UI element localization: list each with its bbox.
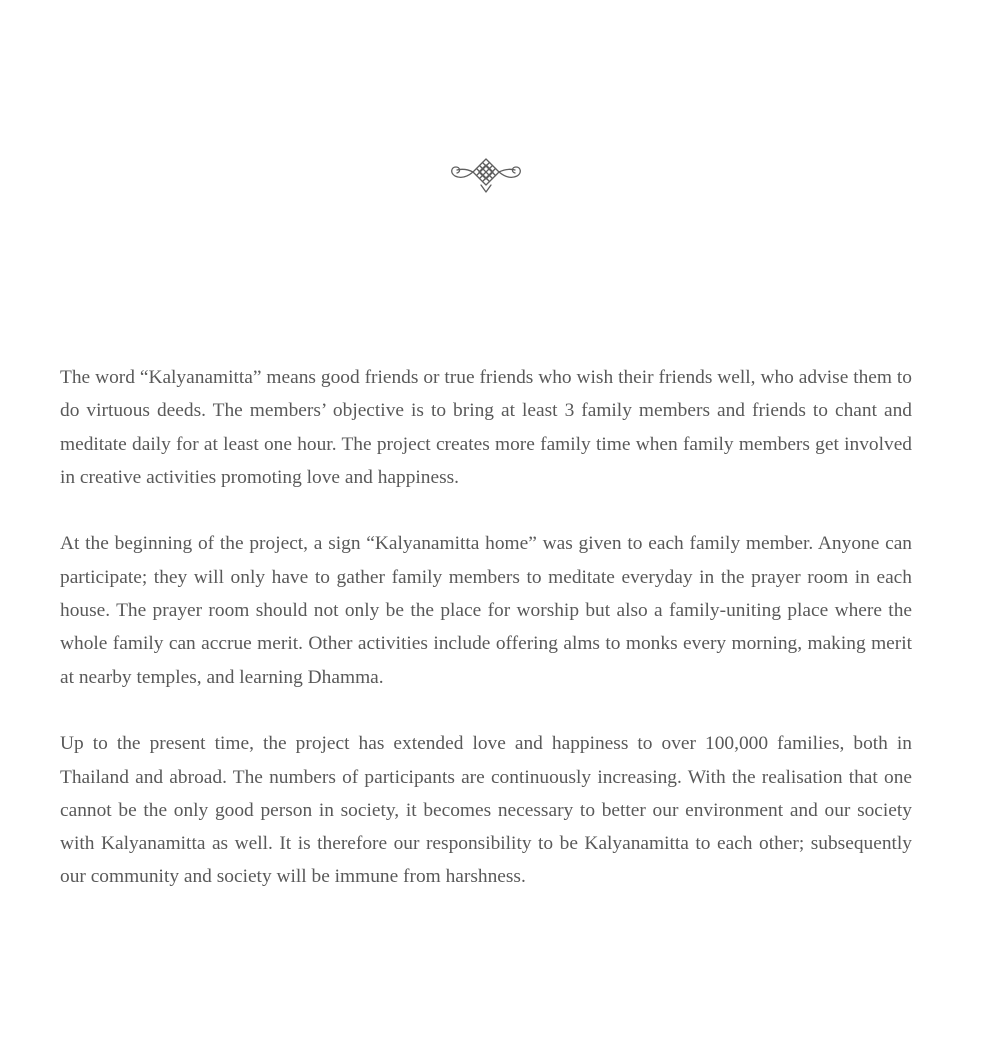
paragraph-project-extent: Up to the present time, the project has extended love and happiness to over 100,000 families, both in Thailand and abroad. The numbers of participants are continuously increasing. With the realisation that one cannot be the only good person in society, it becomes necessary to better our environment and our society with Kalyanamitta as well. It is therefore our responsibility to be Kalyanamitta to each other; subsequently our community and society will be immune from harshness. [60,733,912,888]
body-text [60,361,912,927]
paragraph-kalyanamitta-meaning: The word “Kalyanamitta” means good friends or true friends who wish their friends well, who advise them to do virtuous deeds. The members’ objective is to bring at least 3 family members and friends to chant and meditate daily for at least one hour. The project creates more family time when family members get involved in creative activities promoting love and happiness. [60,367,912,488]
paragraph-project-beginning: At the beginning of the project, a sign “Kalyanamitta home” was given to each family member. Anyone can participate; they will only have to gather family members to meditate everyday in the prayer room in each house. The prayer room should not only be the place for worship but also a family-uniting place where the whole family can accrue merit. Other activities include offering alms to monks every morning, making merit at nearby temples, and learning Dhamma. [60,533,912,688]
endless-knot-flourish-icon [447,155,525,197]
